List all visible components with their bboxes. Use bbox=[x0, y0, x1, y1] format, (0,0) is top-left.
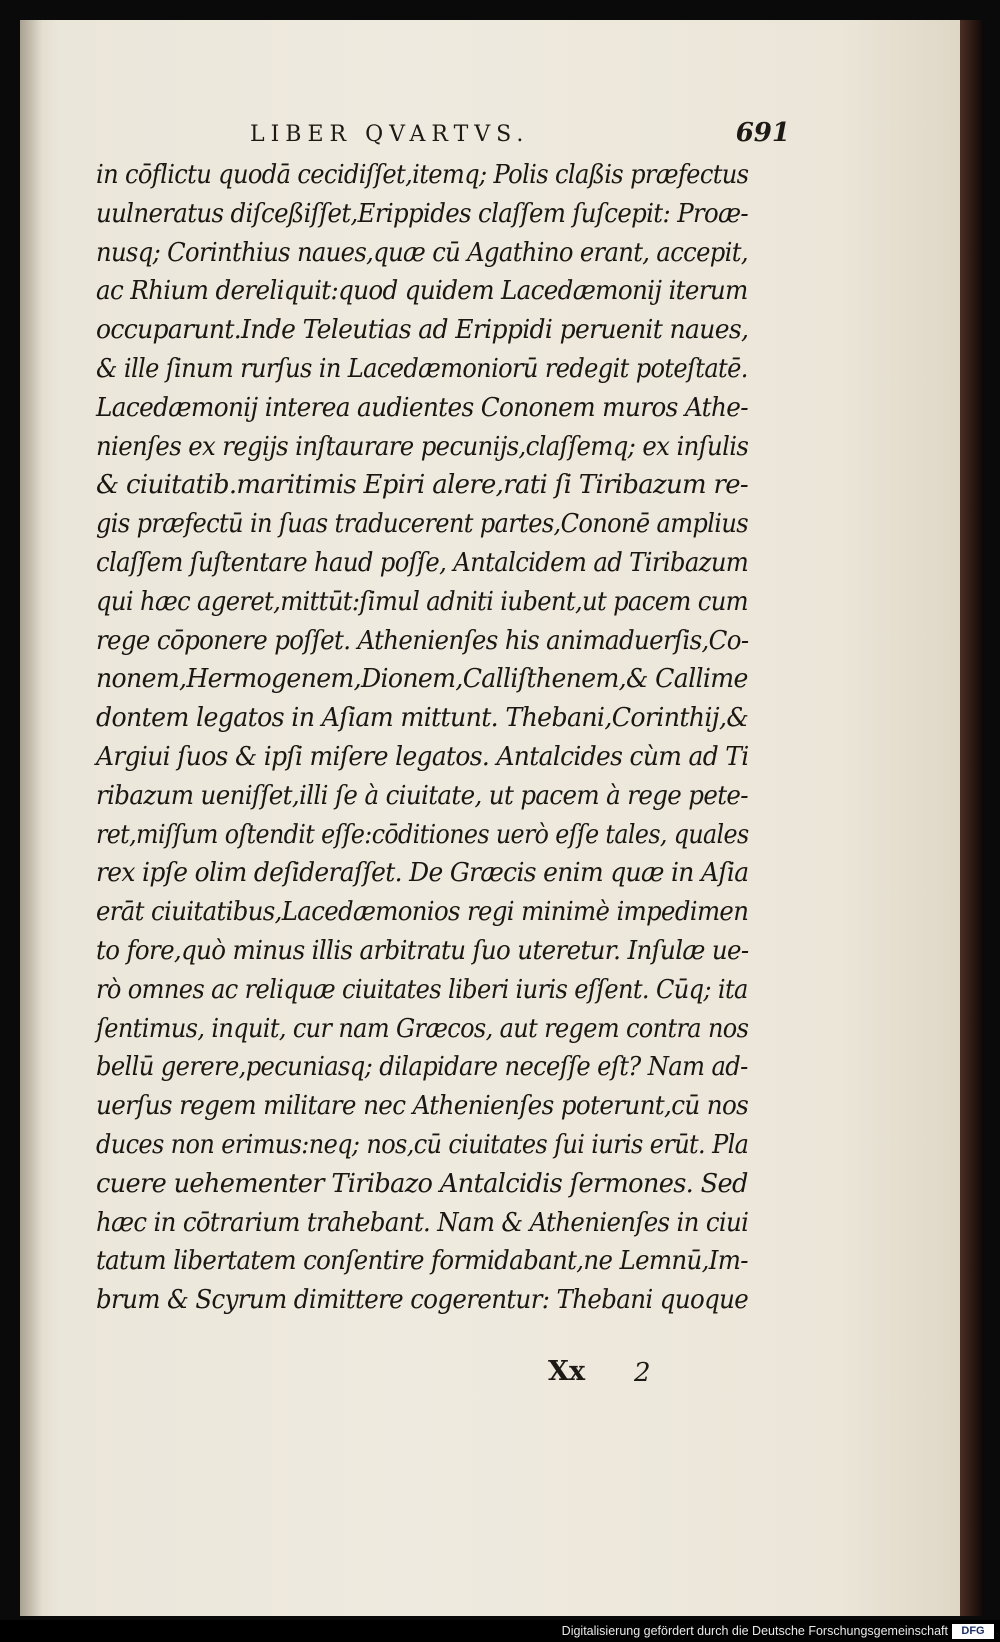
text-line: cuere uehementer Tiribazo Antalcidis ſermones. Sed bbox=[96, 1167, 748, 1199]
funding-credit: Digitalisierung gefördert durch die Deutsche Forschungsgemeinschaft bbox=[561, 1624, 948, 1638]
text-line: occuparunt.Inde Teleutias ad Erippidi peruenit naues, bbox=[96, 314, 749, 346]
text-line: to fore,quò minus illis arbitratu ſuo uteretur. Inſulæ ue- bbox=[96, 934, 749, 966]
text-line: erāt ciuitatibus,Lacedæmonios regi minimè impedimen bbox=[96, 896, 749, 928]
text-line: tatum libertatem conſentire formidabant,ne Lemnū,Im- bbox=[96, 1245, 748, 1277]
text-line: ribazum ueniſſet,illi ſe à ciuitate, ut pacem à rege pete- bbox=[96, 779, 748, 811]
signature-number: 2 bbox=[634, 1358, 651, 1388]
gutter-shadow bbox=[20, 20, 42, 1616]
text-line: rex ipſe olim deſideraſſet. De Græcis enim quæ in Aſia bbox=[96, 857, 749, 889]
signature-mark: Xx bbox=[548, 1356, 586, 1387]
text-line: duces non erimus:neq; nos,cū ciuitates ſui iuris erūt. Pla bbox=[96, 1128, 749, 1160]
text-line: Lacedæmonij interea audientes Cononem muros Athe- bbox=[96, 391, 748, 423]
text-line: ac Rhium dereliquit:quod quidem Lacedæmonij iterum bbox=[96, 275, 748, 307]
text-line: hæc in cōtrarium trahebant. Nam & Athenienſes in ciui bbox=[96, 1206, 749, 1238]
footer-bar bbox=[0, 1620, 1000, 1642]
text-line: rege cōponere poſſet. Athenienſes his animaduerſis,Co- bbox=[96, 624, 749, 656]
body-text bbox=[96, 156, 748, 1320]
text-line: in cōflictu quodā cecidiſſet,itemq; Polis claßis præfectus bbox=[96, 159, 749, 190]
text-line: & ciuitatib.maritimis Epiri alere,rati ſi Tiribazum re- bbox=[96, 469, 749, 501]
text-line: ſentimus, inquit, cur nam Græcos, aut regem contra nos bbox=[96, 1012, 749, 1044]
text-line: qui hæc ageret,mittūt:ſimul adniti iubent,ut pacem cum bbox=[96, 585, 749, 617]
text-line: Argiui ſuos & ipſi miſere legatos. Antalcides cùm ad Ti bbox=[96, 740, 749, 772]
text-line: nonem,Hermogenem,Dionem,Calliſthenem,& Callime bbox=[96, 663, 748, 695]
running-head-title: LIBER QVARTVS. bbox=[250, 122, 530, 147]
page-edge bbox=[960, 20, 982, 1616]
text-line: ret,miſſum oſtendit eſſe:cōditiones uerò eſſe tales, quales bbox=[96, 818, 749, 850]
text-line: bellū gerere,pecuniasq; dilapidare neceſſe eſt? Nam ad- bbox=[96, 1051, 748, 1083]
text-line: rò omnes ac reliquæ ciuitates liberi iuris eſſent. Cūq; ita bbox=[96, 973, 748, 1005]
text-line: nusq; Corinthius naues,quæ cū Agathino erant, accepit, bbox=[96, 236, 748, 268]
text-line: uulneratus diſceßiſſet,Erippides claſſem ſuſcepit: Proæ- bbox=[96, 197, 749, 229]
text-line: claſſem ſuſtentare haud poſſe, Antalcidem ad Tiribazum bbox=[96, 546, 749, 578]
text-line: dontem legatos in Aſiam mittunt. Thebani,Corinthij,& bbox=[96, 702, 749, 734]
book-page bbox=[20, 20, 982, 1616]
page-number: 691 bbox=[735, 118, 790, 148]
text-line: & ille ſinum rurſus in Lacedæmoniorū redegit poteſtatē. bbox=[96, 352, 748, 384]
dfg-logo: DFG bbox=[952, 1624, 994, 1639]
text-line: uerſus regem militare nec Athenienſes poterunt,cū nos bbox=[96, 1090, 749, 1122]
text-line: nienſes ex regijs inſtaurare pecunijs,claſſemq; ex inſulis bbox=[96, 430, 749, 462]
text-line: gis præfectū in ſuas traducerent partes,Cononē amplius bbox=[96, 508, 748, 540]
text-line: brum & Scyrum dimittere cogerentur: Thebani quoque bbox=[96, 1284, 749, 1316]
